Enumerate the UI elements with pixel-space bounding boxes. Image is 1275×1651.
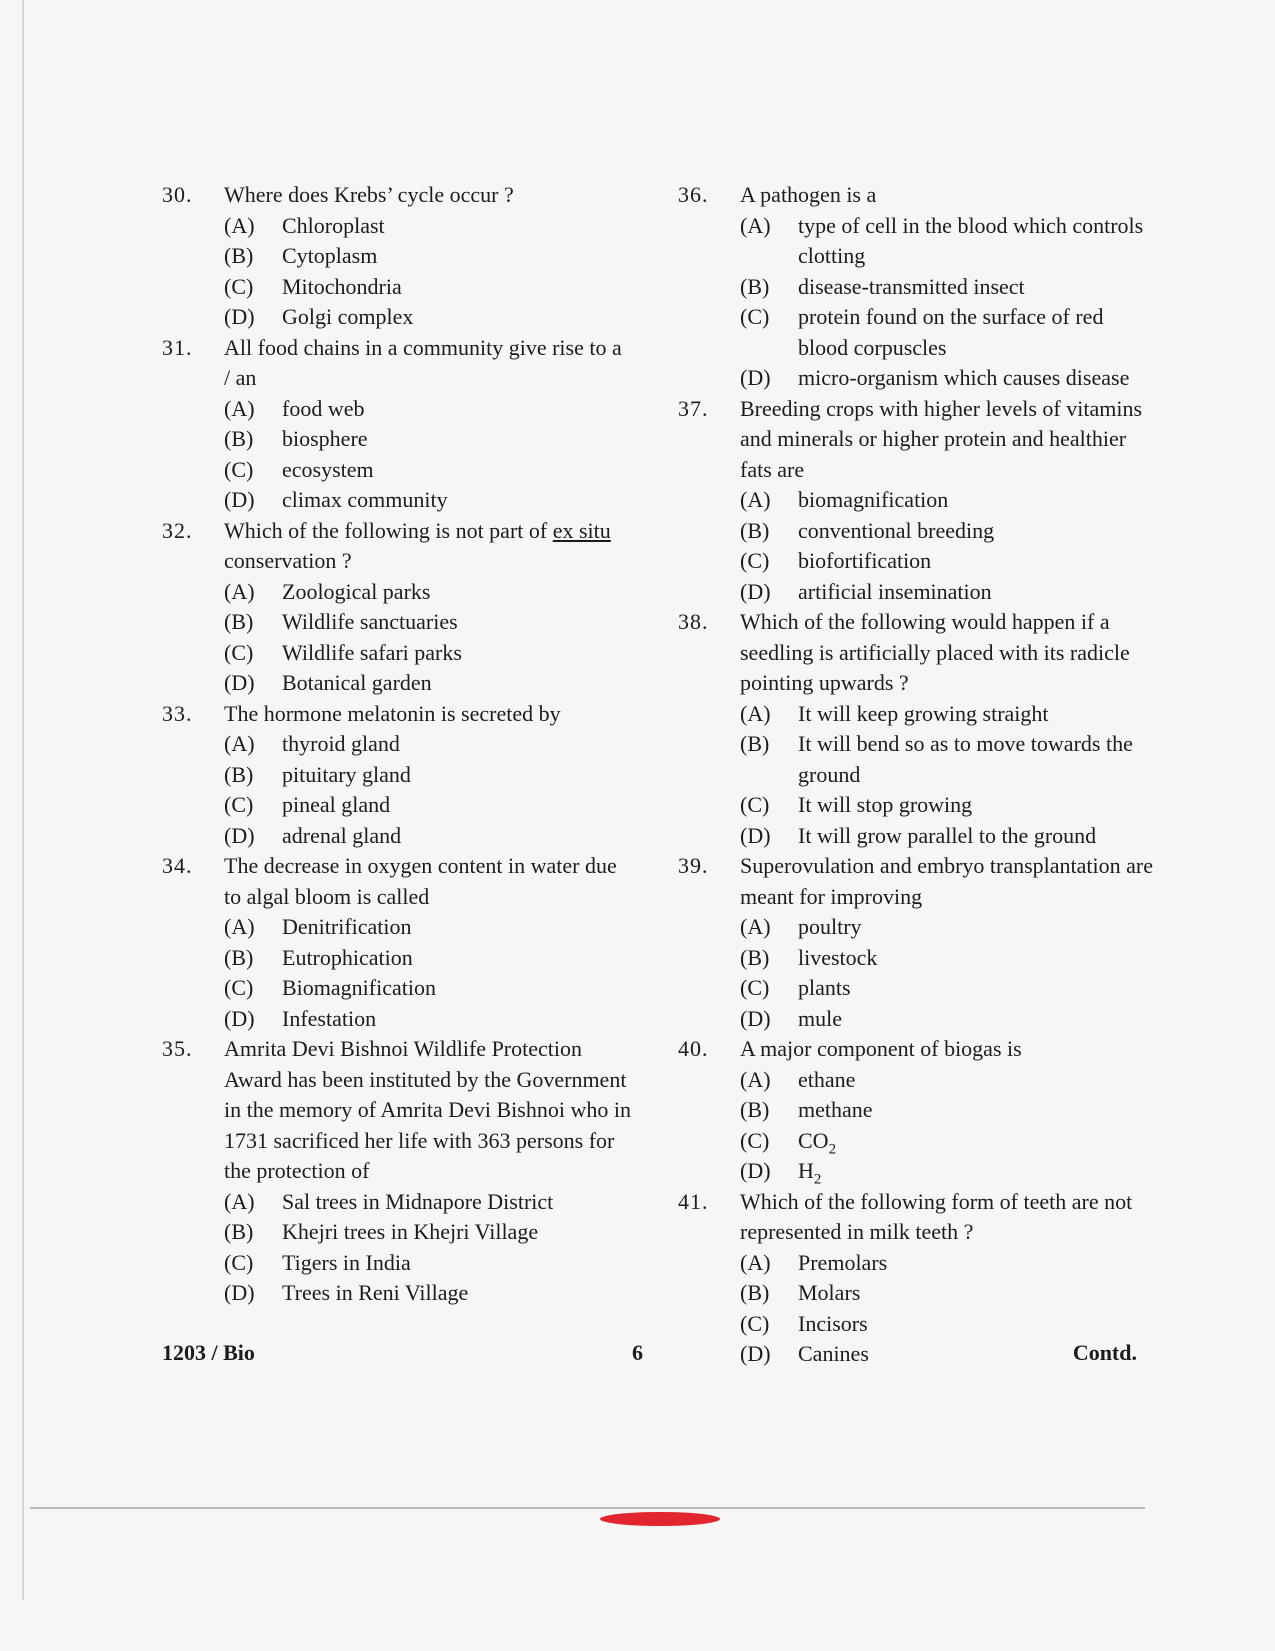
page-number: 6: [632, 1340, 643, 1365]
answer-option: [678, 1248, 1158, 1279]
question-stem: [678, 851, 1158, 912]
question: [678, 607, 1158, 851]
option-text: [798, 516, 1158, 547]
option-text: [282, 760, 632, 791]
option-text: [282, 790, 632, 821]
option-letter: (C): [224, 1249, 254, 1275]
option-text-main: ethane: [798, 1066, 856, 1092]
question-text-part: conservation ?: [224, 548, 352, 573]
option-text: [282, 272, 632, 303]
option-text-main: Denitrification: [282, 914, 412, 939]
question: [678, 394, 1158, 608]
option-text: [282, 821, 632, 852]
option-text-main: Tigers in India: [282, 1249, 411, 1275]
option-text: [798, 943, 1158, 974]
answer-option: [678, 729, 1158, 790]
option-letter: (B): [224, 944, 254, 970]
question: [162, 1034, 632, 1309]
option-letter: (B): [740, 731, 770, 756]
question-number: 30.: [162, 182, 193, 207]
option-text-main: Sal trees in Midnapore District: [282, 1188, 554, 1214]
option-text: [282, 729, 632, 760]
question-number: 36.: [678, 182, 709, 207]
option-text: [282, 241, 632, 272]
question-text: Which of the following form of teeth are not represented in milk teeth ?: [740, 1188, 1133, 1244]
answer-option: [678, 1126, 1158, 1157]
option-letter: (B): [224, 1219, 254, 1244]
answer-option: [678, 1156, 1158, 1187]
option-text: [798, 1309, 1158, 1340]
option-letter: (B): [740, 1280, 770, 1305]
option-letter: (C): [740, 1127, 770, 1153]
option-letter: (C): [224, 456, 254, 482]
question-stem: [678, 180, 1158, 211]
option-text-main: thyroid gland: [282, 731, 400, 756]
answer-option: [162, 943, 632, 974]
question: [162, 333, 632, 516]
option-letter: (A): [224, 212, 255, 238]
option-text-main: It will grow parallel to the ground: [798, 822, 1097, 848]
option-letter: (C): [740, 975, 770, 1000]
answer-option: [162, 1187, 632, 1218]
option-letter: (B): [740, 1097, 770, 1122]
option-text-main: It will bend so as to move towards the ground: [798, 731, 1133, 787]
option-text-main: food web: [282, 395, 365, 421]
option-text-main: poultry: [798, 914, 862, 939]
question-text: [224, 516, 632, 577]
question-number: 41.: [678, 1188, 709, 1214]
option-text-main: Khejri trees in Khejri Village: [282, 1219, 539, 1244]
answer-option: [678, 211, 1158, 272]
option-letter: (D): [224, 304, 255, 329]
option-letter: (D): [740, 578, 771, 604]
option-text-main: livestock: [798, 944, 878, 970]
answer-option: [162, 607, 632, 638]
option-letter: (C): [224, 273, 254, 299]
option-text: [282, 485, 632, 516]
answer-option: [678, 943, 1158, 974]
option-text-main: Zoological parks: [282, 578, 431, 604]
option-text: [798, 211, 1158, 272]
option-text-main: Golgi complex: [282, 304, 414, 329]
answer-option: [678, 1065, 1158, 1096]
option-letter: (D): [224, 487, 255, 512]
continued-label: Contd.: [1072, 1340, 1137, 1365]
question-text: Where does Krebs’ cycle occur ?: [224, 182, 514, 207]
question: [678, 1034, 1158, 1187]
option-letter: (D): [740, 1341, 771, 1366]
option-text-main: methane: [798, 1097, 873, 1122]
answer-option: [678, 485, 1158, 516]
answer-option: [162, 973, 632, 1004]
option-text-main: Chloroplast: [282, 212, 385, 238]
answer-option: [678, 1278, 1158, 1309]
subscript: 2: [813, 1171, 822, 1188]
option-text: [798, 821, 1158, 852]
question-number: 39.: [678, 853, 709, 878]
option-text-main: micro-organism which causes disease: [798, 365, 1130, 390]
answer-option: [678, 272, 1158, 303]
option-text-main: Botanical garden: [282, 670, 432, 695]
option-text-main: biofortification: [798, 548, 932, 573]
option-text-main: Trees in Reni Village: [282, 1280, 469, 1305]
question-stem: [162, 851, 632, 912]
option-text: [798, 1278, 1158, 1309]
option-text: [798, 272, 1158, 303]
question-number: 33.: [162, 700, 193, 726]
answer-option: [678, 973, 1158, 1004]
option-letter: (A): [224, 578, 255, 604]
question-stem: [678, 1187, 1158, 1248]
option-text-main: Canines: [798, 1341, 869, 1366]
question: [678, 851, 1158, 1034]
option-text-main: Wildlife safari parks: [282, 639, 462, 665]
option-text: [282, 211, 632, 242]
option-text-main: H: [798, 1158, 814, 1183]
option-letter: (D): [740, 822, 771, 848]
option-letter: (B): [740, 273, 770, 299]
answer-option: [678, 577, 1158, 608]
left-column: [162, 180, 632, 1309]
question-stem: [678, 1034, 1158, 1065]
answer-option: [162, 760, 632, 791]
option-letter: (B): [224, 426, 254, 451]
question-number: 31.: [162, 334, 193, 360]
answer-option: [162, 638, 632, 669]
option-text: [282, 1187, 632, 1218]
answer-option: [162, 577, 632, 608]
option-text-main: Premolars: [798, 1249, 888, 1275]
option-text: [798, 302, 1158, 363]
question-text: All food chains in a community give rise to a / an: [224, 334, 622, 390]
option-text: [798, 699, 1158, 730]
option-text: [798, 973, 1158, 1004]
option-letter: (B): [740, 517, 770, 543]
option-text: [798, 577, 1158, 608]
option-text-main: Mitochondria: [282, 273, 402, 299]
subscript: 2: [828, 1140, 837, 1157]
option-text: [282, 577, 632, 608]
question-text: Breeding crops with higher levels of vitamins and minerals or higher protein and healthier fats are: [740, 395, 1143, 482]
option-text: [282, 455, 632, 486]
option-letter: (A): [224, 731, 255, 756]
question: [162, 851, 632, 1034]
answer-option: [162, 424, 632, 455]
option-letter: (A): [740, 1066, 771, 1092]
answer-option: [162, 272, 632, 303]
option-text-main: disease-transmitted insect: [798, 273, 1025, 299]
answer-option: [678, 1004, 1158, 1035]
option-text: [798, 485, 1158, 516]
answer-option: [162, 1004, 632, 1035]
page-footer: [162, 1340, 1137, 1380]
option-text: [798, 912, 1158, 943]
question: [162, 180, 632, 333]
question: [162, 516, 632, 699]
answer-option: [162, 302, 632, 333]
question-text-part: Which of the following is not part of: [224, 517, 553, 543]
question-text: The decrease in oxygen content in water due to algal bloom is called: [224, 853, 617, 909]
option-letter: (D): [740, 365, 771, 390]
option-letter: (A): [740, 212, 771, 238]
option-letter: (B): [224, 761, 254, 787]
answer-option: [162, 668, 632, 699]
option-text-main: protein found on the surface of red blood corpuscles: [798, 304, 1104, 360]
answer-option: [162, 729, 632, 760]
option-text: [282, 424, 632, 455]
question-text: Which of the following would happen if a seedling is artificially placed with its radicle pointing upwards ?: [740, 609, 1130, 695]
option-text: [282, 943, 632, 974]
option-text: [798, 729, 1158, 790]
question-number: 37.: [678, 395, 709, 421]
option-text-main: It will stop growing: [798, 792, 973, 817]
option-text: [798, 1004, 1158, 1035]
option-letter: (C): [740, 548, 770, 573]
paper-code: 1203 / Bio: [162, 1340, 255, 1365]
option-letter: (A): [740, 914, 771, 939]
option-text: [282, 1004, 632, 1035]
option-letter: (A): [224, 914, 255, 939]
option-text-main: biomagnification: [798, 487, 949, 512]
question-number: 32.: [162, 517, 193, 543]
option-text: [798, 1156, 1158, 1187]
option-text: [798, 546, 1158, 577]
option-text: [282, 638, 632, 669]
option-text-main: mule: [798, 1005, 842, 1031]
answer-option: [678, 1309, 1158, 1340]
option-text: [798, 363, 1158, 394]
answer-option: [162, 912, 632, 943]
question-stem: [162, 516, 632, 577]
option-text-main: Biomagnification: [282, 975, 436, 1000]
answer-option: [678, 363, 1158, 394]
answer-option: [162, 394, 632, 425]
question-text: A major component of biogas is: [740, 1036, 1022, 1061]
question-stem: [162, 1034, 632, 1187]
answer-option: [162, 211, 632, 242]
option-text-main: Cytoplasm: [282, 243, 378, 268]
answer-option: [162, 1248, 632, 1279]
option-letter: (D): [224, 822, 255, 848]
option-letter: (B): [224, 609, 254, 634]
answer-option: [678, 912, 1158, 943]
option-text: [798, 1095, 1158, 1126]
option-text-main: biosphere: [282, 426, 368, 451]
option-letter: (C): [740, 304, 770, 329]
answer-option: [678, 790, 1158, 821]
option-text: [282, 1248, 632, 1279]
option-letter: (C): [224, 639, 254, 665]
question-number: 38.: [678, 609, 709, 634]
option-text: [282, 302, 632, 333]
option-letter: (D): [740, 1158, 771, 1183]
question-number: 40.: [678, 1036, 709, 1061]
page-edge: [22, 0, 24, 1600]
option-text-main: Eutrophication: [282, 944, 413, 970]
option-letter: (B): [224, 243, 254, 268]
option-text-main: conventional breeding: [798, 517, 995, 543]
option-text: [282, 1217, 632, 1248]
answer-option: [678, 699, 1158, 730]
question-stem: [162, 180, 632, 211]
right-column: [678, 180, 1158, 1370]
option-letter: (D): [224, 1005, 255, 1031]
question-stem: [678, 607, 1158, 699]
option-text-main: type of cell in the blood which controls clotting: [798, 212, 1144, 268]
question-stem: [162, 333, 632, 394]
question-text: Amrita Devi Bishnoi Wildlife Protection Award has been instituted by the Government in the memory of Amrita Devi Bishnoi who in 1731 sacrificed her life with 363 persons for the protection of: [224, 1036, 631, 1183]
option-text-main: Incisors: [798, 1310, 868, 1336]
option-text: [282, 668, 632, 699]
option-text: [798, 1248, 1158, 1279]
option-text-main: pineal gland: [282, 792, 391, 817]
binding-line: [30, 1507, 1145, 1509]
answer-option: [162, 1217, 632, 1248]
question-text: A pathogen is a: [740, 182, 877, 207]
answer-option: [678, 516, 1158, 547]
answer-option: [162, 821, 632, 852]
option-letter: (D): [740, 1005, 771, 1031]
option-text: [798, 790, 1158, 821]
option-text-main: Molars: [798, 1280, 861, 1305]
option-text-main: adrenal gland: [282, 822, 402, 848]
option-text-main: artificial insemination: [798, 578, 992, 604]
option-text-main: ecosystem: [282, 456, 374, 482]
option-letter: (A): [740, 700, 771, 726]
question-number: 34.: [162, 853, 193, 878]
option-text: [282, 973, 632, 1004]
option-letter: (C): [740, 792, 770, 817]
question-number: 35.: [162, 1036, 193, 1061]
option-text: [798, 1126, 1158, 1157]
answer-option: [678, 1095, 1158, 1126]
question-stem: [162, 699, 632, 730]
option-letter: (A): [740, 487, 771, 512]
option-text-main: CO: [798, 1127, 829, 1153]
option-text-main: plants: [798, 975, 851, 1000]
option-letter: (D): [224, 1280, 255, 1305]
answer-option: [162, 455, 632, 486]
option-text-main: Infestation: [282, 1005, 377, 1031]
option-letter: (D): [224, 670, 255, 695]
answer-option: [162, 1278, 632, 1309]
option-text: [282, 1278, 632, 1309]
question: [678, 180, 1158, 394]
option-text: [282, 607, 632, 638]
option-text-main: pituitary gland: [282, 761, 411, 787]
option-letter: (B): [740, 944, 770, 970]
option-letter: (A): [740, 1249, 771, 1275]
option-letter: (C): [740, 1310, 770, 1336]
option-letter: (C): [224, 975, 254, 1000]
option-letter: (C): [224, 792, 254, 817]
question-text: Superovulation and embryo transplantation are meant for improving: [740, 853, 1153, 909]
answer-option: [162, 485, 632, 516]
underlined-term: ex situ: [552, 517, 611, 543]
option-text-main: It will keep growing straight: [798, 700, 1049, 726]
answer-option: [162, 241, 632, 272]
option-text: [282, 394, 632, 425]
question-stem: [678, 394, 1158, 486]
answer-option: [678, 546, 1158, 577]
option-text: [798, 1065, 1158, 1096]
question-text: The hormone melatonin is secreted by: [224, 700, 561, 726]
question: [162, 699, 632, 852]
option-letter: (A): [224, 395, 255, 421]
option-letter: (A): [224, 1188, 255, 1214]
answer-option: [678, 821, 1158, 852]
answer-option: [162, 790, 632, 821]
option-text: [282, 912, 632, 943]
option-text-main: Wildlife sanctuaries: [282, 609, 458, 634]
answer-option: [678, 302, 1158, 363]
red-binding-mark: [600, 1512, 720, 1526]
option-text-main: climax community: [282, 487, 448, 512]
